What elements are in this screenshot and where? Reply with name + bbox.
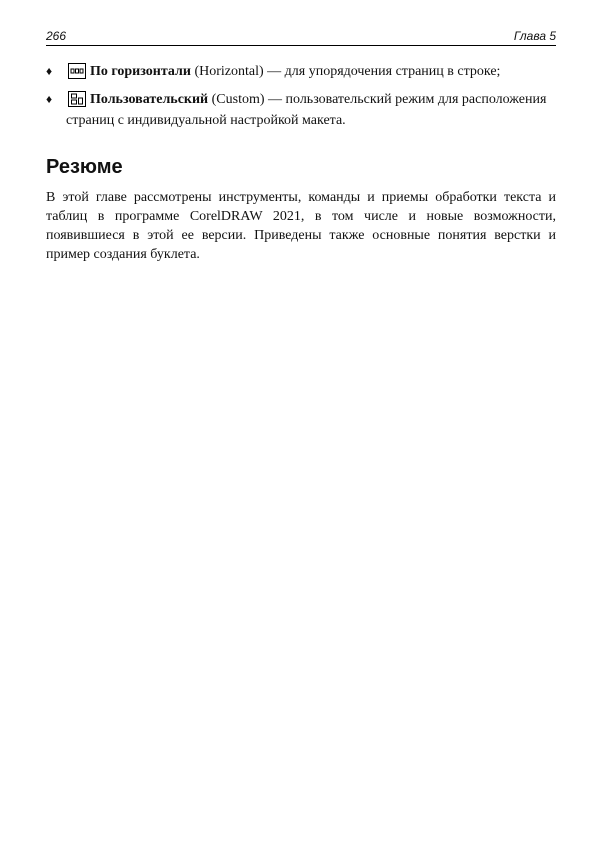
bullet-text: (Horizontal) — для упорядочения страниц в строке; [190,64,501,79]
page-number: 266 [46,29,67,43]
bullet-list [46,61,556,138]
diamond-bullet-icon: ♦ [46,92,53,106]
bullet-item-horizontal [46,61,556,82]
running-header [46,28,556,46]
chapter-title: Глава 5 [513,29,556,43]
summary-paragraph: В этой главе рассмотрены инструменты, команды и приемы обработки текста и таблиц в программе CorelDRAW 2021, в том числе и новые возможности, появившиеся в этой ее версии. Приведены также основные понятия верстки и пример создания буклета. [46,190,556,262]
horizontal-pages-icon [68,63,86,79]
bullet-item-custom [46,89,556,131]
bullet-text: (Custom) — пользовательский режим для расположения страниц с индивидуальной настройкой макета. [66,92,547,128]
bullet-label: Пользовательский [90,92,209,107]
diamond-bullet-icon: ♦ [46,64,53,78]
section-title: Резюме [46,156,123,178]
bullet-label: По горизонтали [90,64,191,79]
custom-layout-icon [68,91,86,107]
